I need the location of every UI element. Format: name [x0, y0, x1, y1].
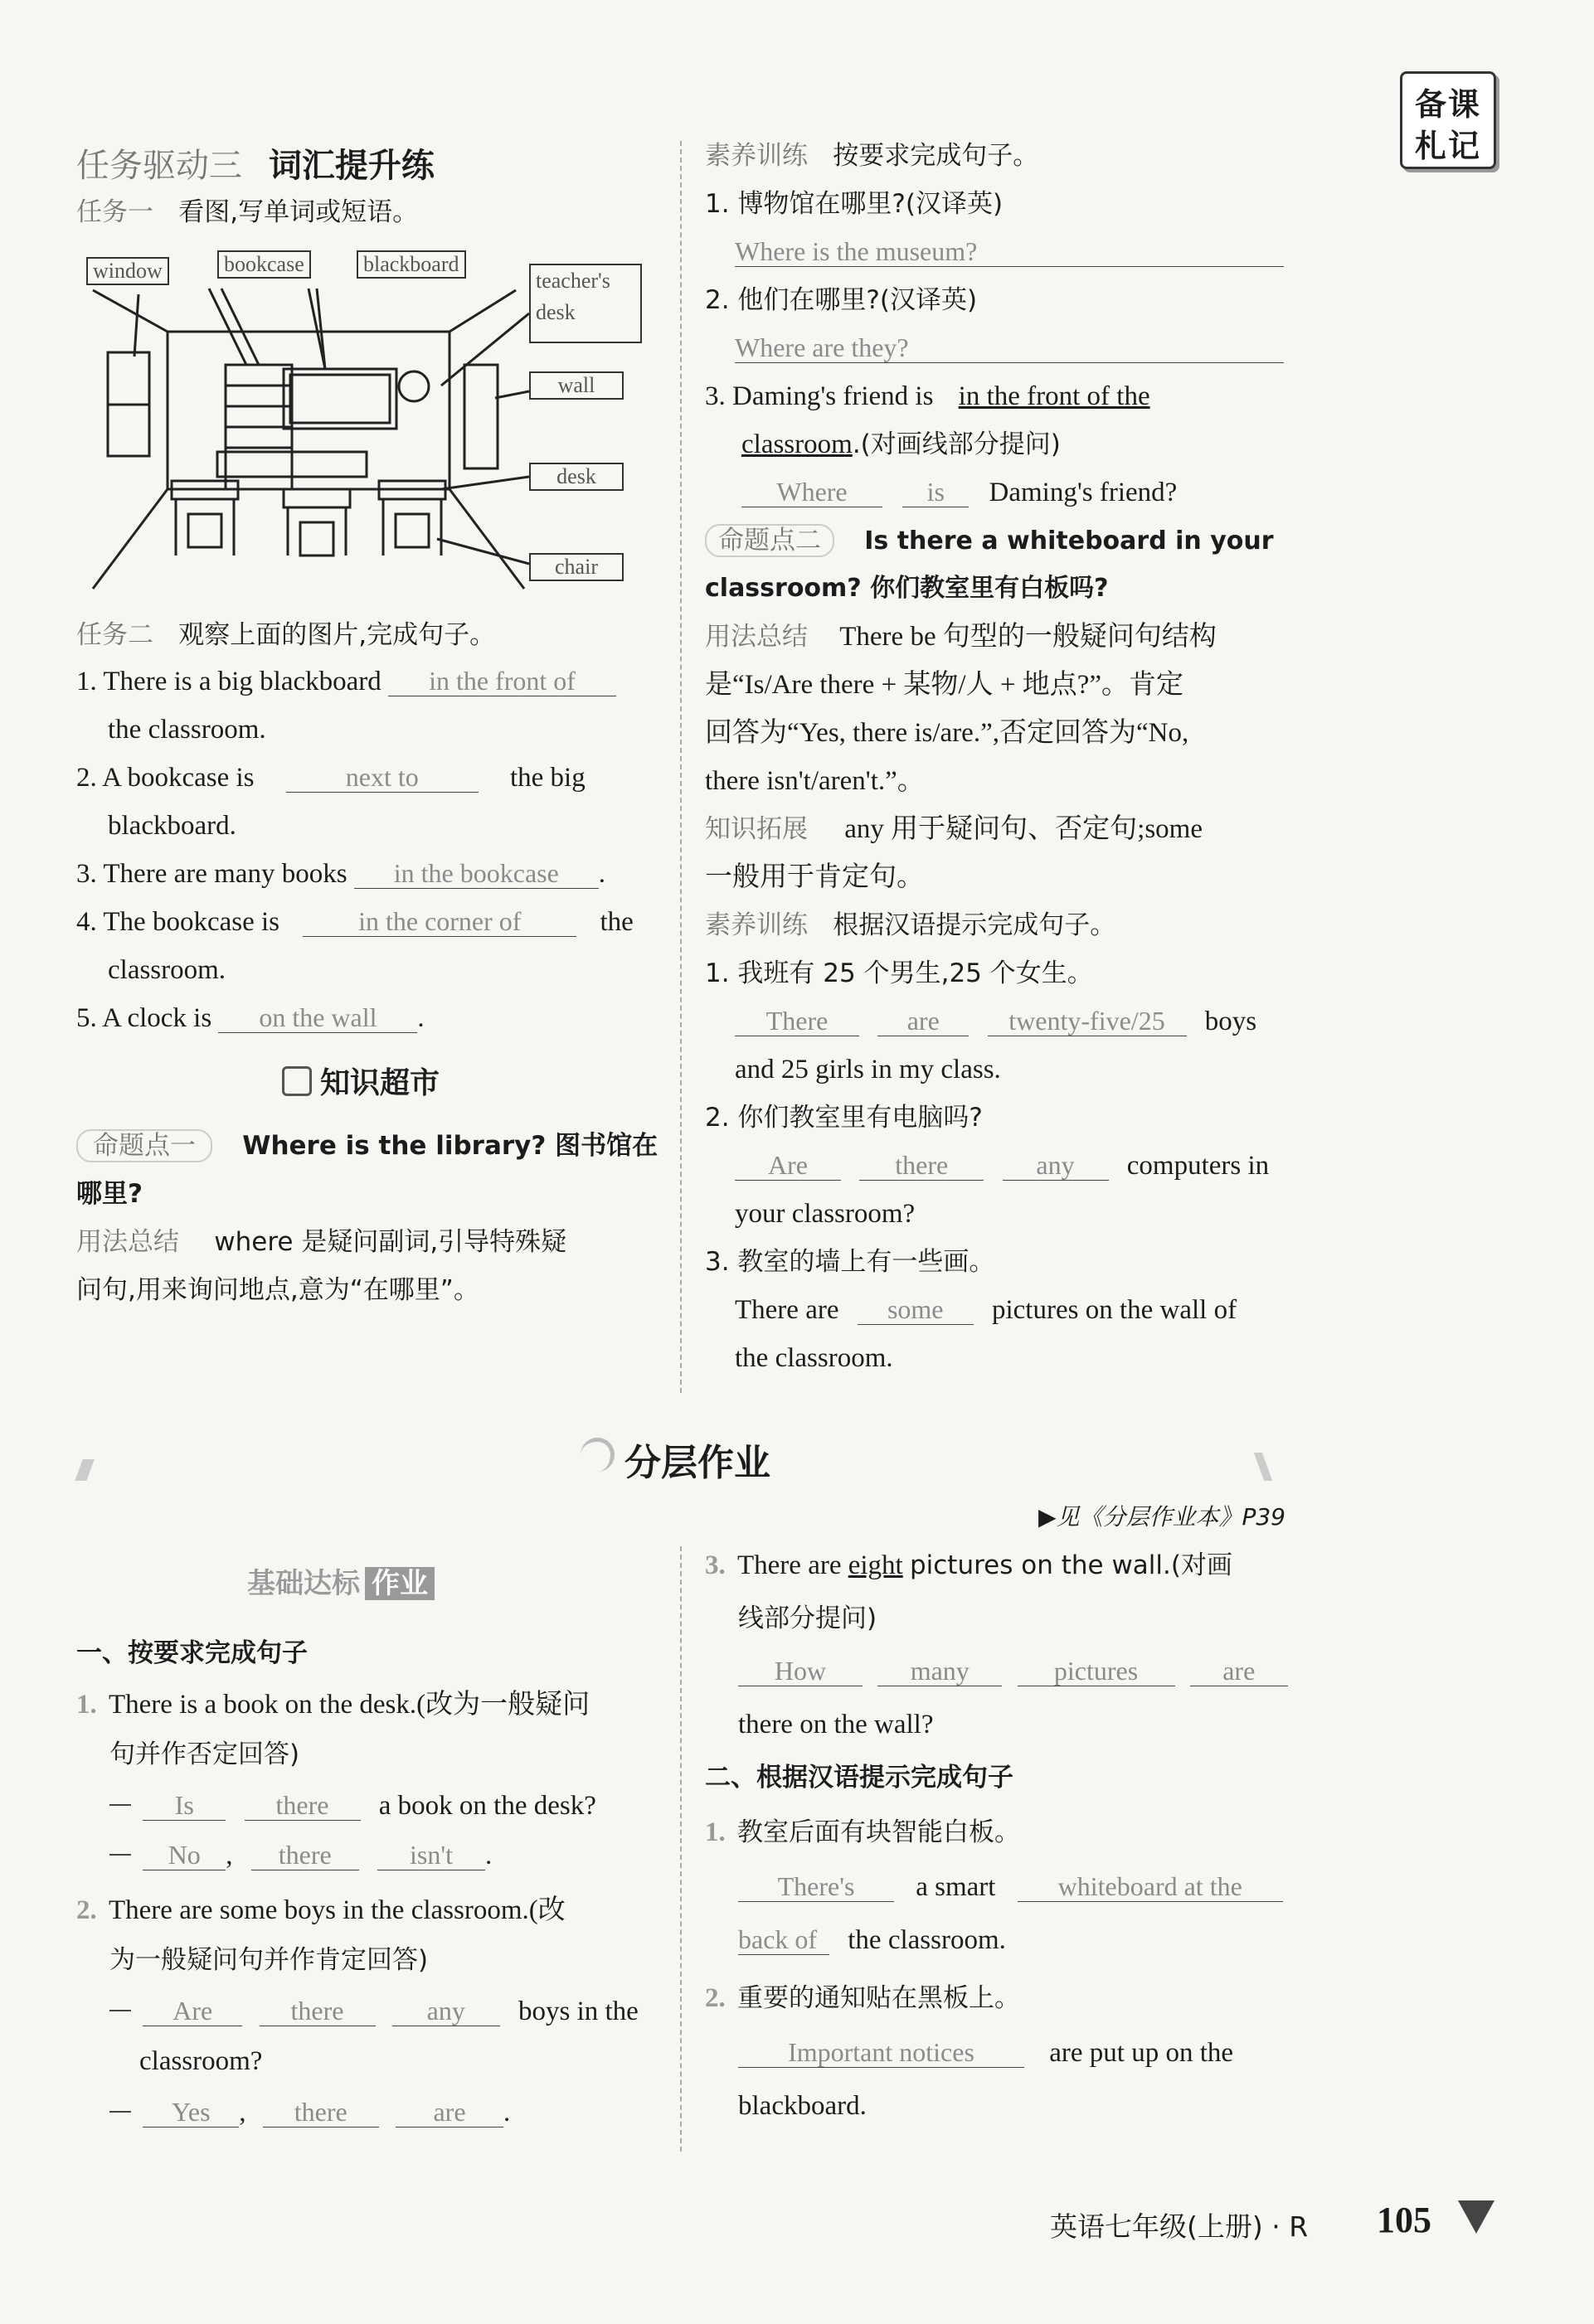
s1-line2: and 25 girls in my class. — [735, 1055, 1001, 1084]
q2-line2: blackboard. — [108, 811, 236, 841]
layered-title-text: 分层作业 — [624, 1442, 770, 1484]
basic-badge — [247, 1560, 435, 1601]
r3-text: 3. Daming's friend is — [705, 381, 934, 411]
b1-answer4: there — [251, 1840, 359, 1870]
q1-line2: the classroom. — [108, 715, 266, 745]
layered-header-rule-right — [1254, 1453, 1272, 1481]
usage1-line — [76, 1225, 566, 1259]
dash-mark — [109, 2010, 131, 2011]
label-window: window — [86, 257, 169, 285]
r2-answer: Where are they? — [735, 332, 1284, 363]
b3-underlined: eight — [848, 1550, 903, 1580]
label-desk-1: desk — [536, 300, 576, 324]
q5-line — [76, 1002, 425, 1035]
b3-answer-line — [738, 1655, 1288, 1688]
b1-answer5: isn't — [377, 1840, 485, 1870]
ext-line1 — [705, 813, 1203, 846]
c1-answer1: There's — [738, 1871, 894, 1902]
b2-answer2: there — [260, 1996, 376, 2026]
s3-line: 3. 教室的墙上有一些画。 — [705, 1247, 995, 1277]
b3-text-b: pictures on the wall.(对画 — [909, 1550, 1232, 1580]
train2-tag: 素养训练 — [705, 910, 808, 940]
c1-number: 1. — [705, 1817, 726, 1847]
r1-line: 1. 博物馆在哪里?(汉译英) — [705, 189, 1004, 219]
footer-book-title: 英语七年级(上册) · R — [1050, 2210, 1309, 2243]
b3-answer4: are — [1190, 1656, 1288, 1686]
c1-answer-line2 — [738, 1924, 1006, 1957]
dash-mark — [109, 1854, 131, 1856]
section-title-a: 任务驱动三 — [76, 147, 242, 185]
c2-answer-line — [738, 2036, 1233, 2069]
c1-text: 教室后面有块智能白板。 — [737, 1817, 1020, 1847]
s2-answer1: Are — [735, 1150, 841, 1181]
label-desk-2: desk — [529, 463, 624, 491]
section-title — [76, 139, 435, 187]
c1-answer2: whiteboard at the — [1018, 1871, 1283, 1902]
column-divider-top — [680, 141, 682, 1393]
notes-badge — [1400, 71, 1496, 169]
usage1-text: where 是疑问副词,引导特殊疑 — [214, 1227, 567, 1257]
c2-line — [705, 1982, 1020, 2015]
b3-answer3: pictures — [1018, 1656, 1175, 1686]
r3-text-c: Daming's friend? — [989, 478, 1178, 507]
b1-answer-line1 — [109, 1789, 596, 1822]
b1-number: 1. — [76, 1690, 97, 1720]
book-icon — [282, 1066, 312, 1096]
c2-number: 2. — [705, 1983, 726, 2013]
b1-text: There is a book on the desk.(改为一般疑问 — [109, 1690, 590, 1720]
label-teachers-desk — [529, 264, 642, 343]
task1-tag: 任务一 — [76, 197, 153, 227]
b2-text: There are some boys in the classroom.(改 — [109, 1895, 566, 1925]
label-bookcase: bookcase — [217, 250, 311, 279]
r1-answer-line — [735, 235, 1284, 269]
r3-underlined: in the front of the — [958, 381, 1150, 411]
point1-tag: 命题点一 — [76, 1129, 212, 1162]
q2-text-b: the big — [509, 763, 586, 793]
q3-answer: in the bookcase — [354, 858, 599, 889]
s2-text-b: computers in — [1126, 1151, 1270, 1181]
task2-tag: 任务二 — [76, 620, 153, 650]
c2-line2: blackboard. — [738, 2091, 867, 2121]
q1-line — [76, 665, 616, 698]
b3-answer1: How — [738, 1656, 863, 1686]
task2-text: 观察上面的图片,完成句子。 — [178, 620, 496, 650]
b1-line2: 句并作否定回答) — [109, 1739, 300, 1769]
s2-answer3: any — [1003, 1150, 1109, 1181]
b1-line — [76, 1688, 590, 1721]
s3-answer: some — [858, 1294, 974, 1325]
point2-line — [705, 524, 1274, 558]
q1-text: 1. There is a big blackboard — [76, 667, 381, 696]
usage2-line3: 回答为“Yes, there is/are.”,否定回答为“No, — [705, 718, 1189, 748]
q5-text: 5. A clock is — [76, 1003, 212, 1033]
r1-answer: Where is the museum? — [735, 236, 1284, 267]
s1-answer3: twenty-five/25 — [988, 1006, 1187, 1036]
task1-line — [76, 196, 418, 229]
task2-line — [76, 619, 495, 652]
s3-text-a: There are — [735, 1295, 839, 1325]
usage1-line2: 问句,用来询问地点,意为“在哪里”。 — [76, 1275, 479, 1305]
ext-line2: 一般用于肯定句。 — [705, 862, 924, 892]
part2-heading: 二、根据汉语提示完成句子 — [705, 1763, 1013, 1793]
layered-reference: ▶见《分层作业本》P39 — [1038, 1503, 1285, 1531]
s2-answer2: there — [859, 1150, 984, 1181]
r2-answer-line — [735, 332, 1284, 365]
usage2-tag: 用法总结 — [705, 622, 808, 652]
b2-text-c: boys in the — [518, 1997, 639, 2026]
s1-answer1: There — [735, 1006, 859, 1036]
s1-answer2: are — [877, 1006, 969, 1036]
q2-text: 2. A bookcase is — [76, 763, 255, 793]
r3-line — [705, 380, 1150, 413]
c1-line — [705, 1816, 1020, 1849]
b1-answer-line2: No , there isn't . — [109, 1839, 492, 1872]
b2-answer-line1 — [109, 1995, 639, 2028]
page-corner-arrow-icon — [1458, 2200, 1494, 2234]
basic-badge-b: 作业 — [365, 1567, 435, 1600]
r3-line2 — [741, 428, 1061, 461]
q5-answer: on the wall — [218, 1002, 417, 1033]
c2-text-b: are put up on the — [1049, 2038, 1234, 2068]
usage2-line1 — [705, 620, 1217, 653]
s3-text-b: pictures on the wall of — [991, 1295, 1237, 1325]
q3-text: 3. There are many books — [76, 859, 347, 889]
usage2-line2: 是“Is/Are there + 某物/人 + 地点?”。肯定 — [705, 670, 1184, 700]
b3-answer2: many — [877, 1656, 1002, 1686]
c1-text-c: the classroom. — [848, 1925, 1006, 1955]
r3-text-b: .(对画线部分提问) — [852, 429, 1061, 459]
q4-line — [76, 905, 634, 939]
b3-text: There are — [737, 1550, 842, 1580]
label-teachers: teacher's — [536, 269, 610, 293]
b2-number: 2. — [76, 1895, 97, 1925]
layered-header-rule-left — [75, 1459, 94, 1481]
q4-line2: classroom. — [108, 955, 226, 985]
r3-answer2: is — [902, 477, 969, 507]
point2-line2: classroom? 你们教室里有白板吗? — [705, 574, 1109, 603]
label-wall: wall — [529, 371, 624, 400]
label-blackboard: blackboard — [357, 250, 466, 279]
s2-answer-line — [735, 1149, 1269, 1182]
point1-line2: 哪里? — [76, 1179, 143, 1209]
q2-answer: next to — [286, 762, 479, 793]
section-title-b: 词汇提升练 — [268, 147, 435, 185]
s3-answer-line — [735, 1293, 1237, 1327]
point1-line — [76, 1129, 658, 1162]
label-chair: chair — [529, 553, 624, 581]
q5-end: . — [417, 1003, 425, 1033]
b2-answer4: Yes — [143, 2097, 239, 2128]
r2-line: 2. 他们在哪里?(汉译英) — [705, 285, 978, 315]
q2-line — [76, 761, 586, 794]
r3-answer-line — [741, 476, 1177, 509]
s2-line: 2. 你们教室里有电脑吗? — [705, 1103, 983, 1133]
b2-answer5: there — [263, 2097, 379, 2128]
knowledge-title — [282, 1060, 440, 1102]
layered-title — [581, 1433, 770, 1486]
b1-text-c: a book on the desk? — [378, 1791, 596, 1821]
b1-answer2: there — [245, 1790, 361, 1821]
b3-line2: 线部分提问) — [738, 1604, 877, 1633]
s3-line2: the classroom. — [735, 1343, 893, 1373]
q4-text-b: the — [600, 907, 634, 937]
page-number: 105 — [1377, 2200, 1431, 2240]
s2-line2: your classroom? — [735, 1199, 916, 1229]
s1-text-b: boys — [1204, 1007, 1257, 1036]
train2-text: 根据汉语提示完成句子。 — [833, 910, 1116, 940]
knowledge-title-text: 知识超市 — [320, 1066, 440, 1100]
point1-text: Where is the library? 图书馆在 — [242, 1131, 658, 1161]
usage2-line4: there isn't/aren't.”。 — [705, 766, 925, 796]
b2-line2: 为一般疑问句并作肯定回答) — [109, 1945, 429, 1975]
b3-line3: there on the wall? — [738, 1710, 934, 1739]
column-divider-bottom — [680, 1546, 682, 2152]
b1-answer3: No — [143, 1840, 226, 1870]
b2-line3: classroom? — [139, 2046, 263, 2076]
r3-underlined-2: classroom — [741, 429, 853, 459]
usage1-tag: 用法总结 — [76, 1227, 179, 1257]
usage2-text1: There be 句型的一般疑问句结构 — [839, 622, 1217, 652]
c1-answer-line — [738, 1870, 1283, 1904]
b3-number: 3. — [705, 1550, 726, 1580]
notes-badge-line1: 备课 — [1414, 86, 1481, 123]
b2-answer1: Are — [143, 1996, 242, 2026]
train1-tag: 素养训练 — [705, 141, 808, 171]
dash-mark — [109, 2111, 131, 2113]
train2-line — [705, 909, 1115, 942]
point2-text: Is there a whiteboard in your — [864, 526, 1274, 556]
train1-text: 按要求完成句子。 — [833, 141, 1039, 171]
q1-answer: in the front of — [388, 666, 616, 696]
s1-answer-line — [735, 1005, 1256, 1038]
train1-line — [705, 139, 1038, 172]
q3-line — [76, 857, 605, 890]
basic-badge-a: 基础达标 — [247, 1567, 360, 1600]
b3-line — [705, 1549, 1232, 1582]
b2-line — [76, 1894, 566, 1927]
c1-text-b: a smart — [916, 1872, 996, 1902]
task1-text: 看图,写单词或短语。 — [178, 197, 419, 227]
c1-answer3: back of — [738, 1924, 829, 1955]
q4-answer: in the corner of — [303, 906, 576, 937]
b2-answer3: any — [392, 1996, 500, 2026]
notes-badge-line2: 札记 — [1414, 128, 1481, 164]
c2-answer: Important notices — [738, 2037, 1024, 2068]
b2-answer6: are — [396, 2097, 503, 2128]
swirl-icon — [581, 1438, 615, 1472]
dash-mark — [109, 1804, 131, 1806]
q4-text: 4. The bookcase is — [76, 907, 280, 937]
q3-end: . — [598, 859, 606, 889]
c2-text: 重要的通知贴在黑板上。 — [737, 1983, 1020, 2013]
ext-tag: 知识拓展 — [705, 814, 808, 844]
b1-answer1: Is — [143, 1790, 226, 1821]
r3-answer1: Where — [741, 477, 882, 507]
point2-tag: 命题点二 — [705, 524, 834, 557]
ext-text1: any 用于疑问句、否定句;some — [844, 814, 1203, 844]
part1-heading: 一、按要求完成句子 — [76, 1638, 308, 1668]
s1-line: 1. 我班有 25 个男生,25 个女生。 — [705, 958, 1093, 988]
b2-answer-line2: Yes , there are . — [109, 2096, 510, 2129]
